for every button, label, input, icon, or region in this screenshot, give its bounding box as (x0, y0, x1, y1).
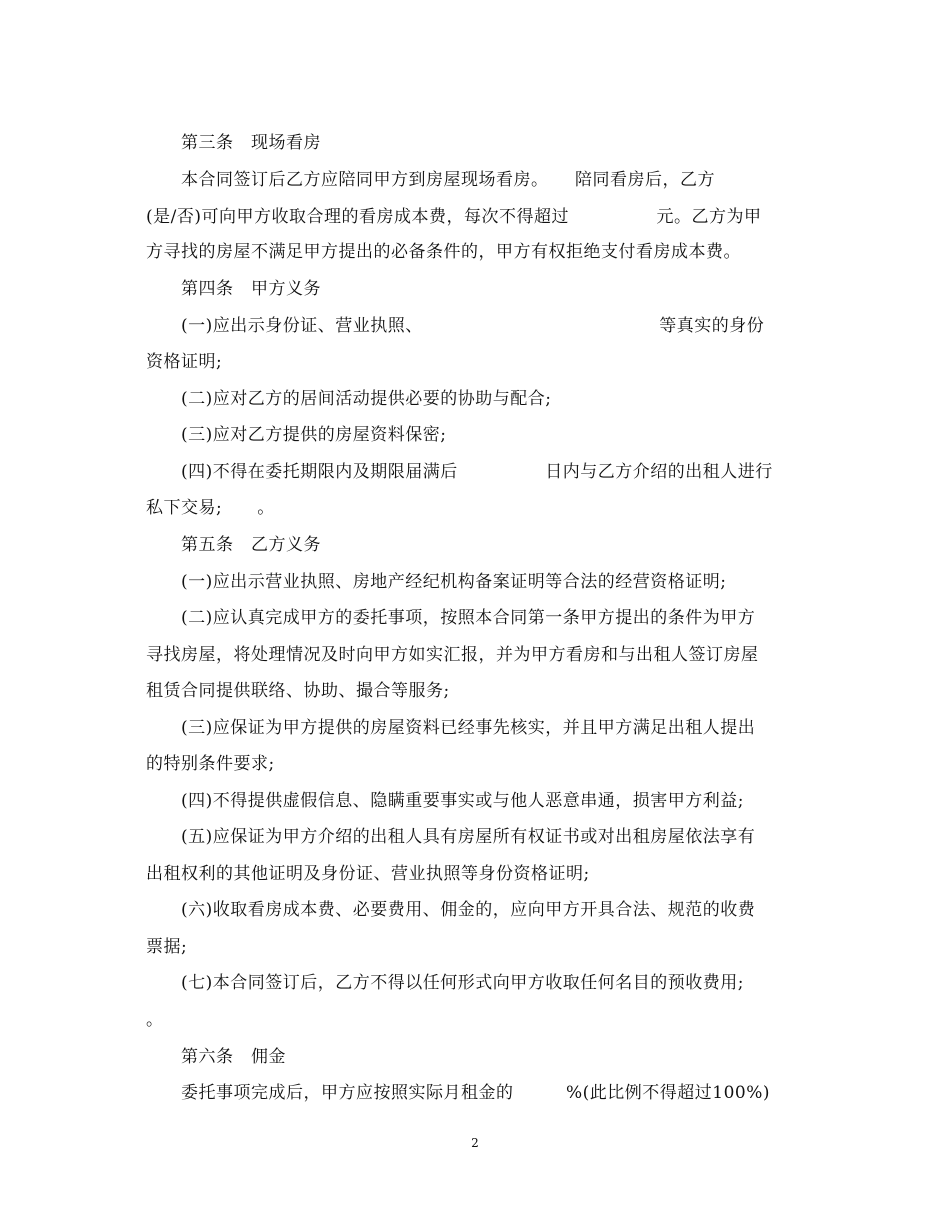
paragraph-line: 出租权利的其他证明及身份证、营业执照等身份资格证明; (146, 864, 590, 884)
article-5-heading: 第五条 乙方义务 (181, 535, 321, 555)
paragraph-line: (四)不得在委托期限内及期限届满后 日内与乙方介绍的出租人进行 (181, 462, 773, 482)
paragraph-line: (是/否)可向甲方收取合理的看房成本费，每次不得超过 元。乙方为甲 (146, 207, 762, 227)
paragraph-line: 的特别条件要求; (146, 754, 275, 774)
paragraph-line: 本合同签订后乙方应陪同甲方到房屋现场看房。 陪同看房后，乙方 (181, 170, 715, 190)
paragraph-line: (一)应出示营业执照、房地产经纪机构备案证明等合法的经营资格证明; (181, 572, 727, 592)
paragraph-line: 租赁合同提供联络、协助、撮合等服务; (146, 681, 450, 701)
paragraph-line: (一)应出示身份证、营业执照、 等真实的身份 (181, 316, 765, 336)
paragraph-line: 资格证明; (146, 352, 223, 372)
paragraph-line: 委托事项完成后，甲方应按照实际月租金的 %(此比例不得超过100%) (181, 1083, 771, 1103)
paragraph-line: (七)本合同签订后，乙方不得以任何形式向甲方收取任何名目的预收费用; (181, 973, 744, 993)
paragraph-line: 。 (146, 1010, 164, 1030)
page-number: 2 (471, 1136, 479, 1150)
paragraph-line: 票据; (146, 937, 188, 957)
paragraph-line: (四)不得提供虚假信息、隐瞒重要事实或与他人恶意串通，损害甲方利益; (181, 791, 744, 811)
paragraph-line: 私下交易; 。 (146, 498, 275, 518)
paragraph-line: (二)应对乙方的居间活动提供必要的协助与配合; (181, 389, 552, 409)
paragraph-line: 方寻找的房屋不满足甲方提出的必备条件的，甲方有权拒绝支付看房成本费。 (146, 242, 741, 262)
paragraph-line: (六)收取看房成本费、必要费用、佣金的，应向甲方开具合法、规范的收费 (181, 900, 756, 920)
paragraph-line: (三)应对乙方提供的房屋资料保密; (181, 425, 447, 445)
article-4-heading: 第四条 甲方义务 (181, 279, 321, 299)
article-3-heading: 第三条 现场看房 (181, 133, 321, 153)
paragraph-line: (三)应保证为甲方提供的房屋资料已经事先核实，并且甲方满足出租人提出 (181, 718, 756, 738)
paragraph-line: 寻找房屋，将处理情况及时向甲方如实汇报，并为甲方看房和与出租人签订房屋 (146, 645, 759, 665)
paragraph-line: (二)应认真完成甲方的委托事项，按照本合同第一条甲方提出的条件为甲方 (181, 608, 756, 628)
article-6-heading: 第六条 佣金 (181, 1047, 286, 1067)
paragraph-line: (五)应保证为甲方介绍的出租人具有房屋所有权证书或对出租房屋依法享有 (181, 827, 756, 847)
